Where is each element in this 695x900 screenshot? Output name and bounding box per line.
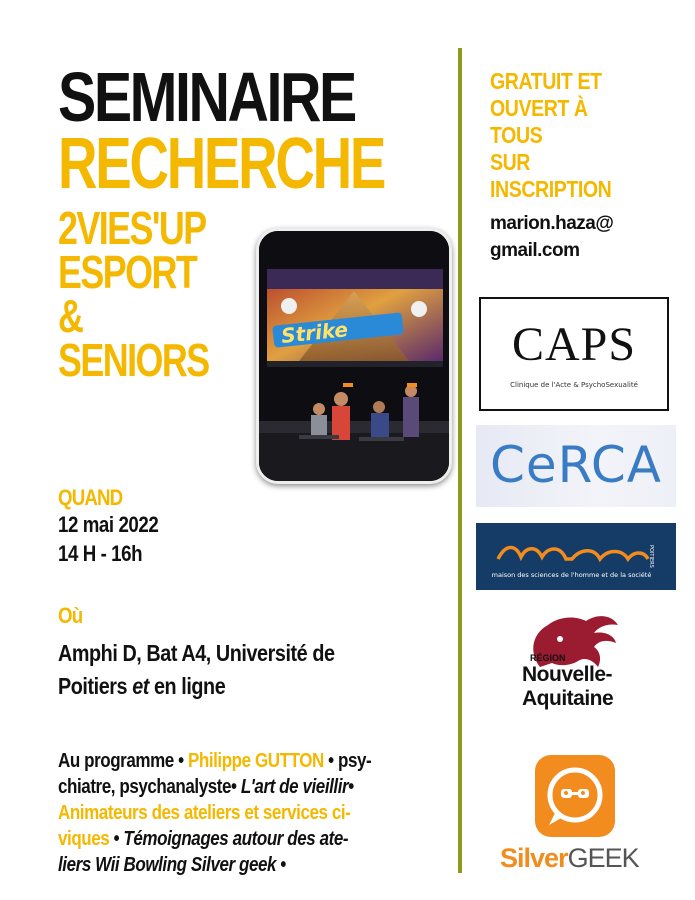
esport-bowling-photo — [259, 231, 449, 481]
event-place — [58, 637, 428, 703]
free-line-1: GRATUIT ET — [490, 68, 602, 94]
programme-civiques: viques — [58, 828, 110, 850]
event-photo — [256, 228, 452, 484]
speaker-name: Philippe GUTTON — [187, 750, 324, 772]
gamepad-face-icon — [535, 755, 615, 837]
caps-logo-tagline: Clinique de l'Acte & PsychoSexualité — [510, 381, 638, 389]
caps-logo — [479, 297, 669, 411]
title-ampersand: & — [58, 290, 83, 342]
bullet-b: • — [109, 828, 124, 850]
free-registration-text — [490, 68, 643, 203]
programme-intro: Au programme • — [58, 750, 188, 772]
speaker-role: chiatre, psychanalyste• — [58, 776, 241, 798]
silvergeek-geek: GEEK — [567, 843, 639, 873]
programme-line-2 — [58, 774, 458, 800]
place-et: et — [132, 673, 149, 699]
strike-screen-text: Strike — [280, 317, 350, 348]
bullet-a: • — [348, 776, 354, 798]
caps-logo-name: CAPS — [511, 318, 637, 371]
title-recherche: RECHERCHE — [58, 124, 385, 204]
title-2viesup: 2VIES'UP — [58, 202, 206, 254]
silvergeek-wordmark — [500, 843, 639, 874]
event-time: 14 H - 16h — [58, 541, 143, 566]
mshs-side-text: POITIERS — [648, 545, 654, 568]
silvergeek-logo — [490, 755, 660, 875]
silvergeek-silver: Silver — [500, 843, 568, 873]
place-online: en ligne — [148, 673, 226, 699]
cerca-logo-name: CeRCA — [489, 436, 663, 494]
region-small-label: RÉGION — [530, 653, 566, 663]
column-divider — [458, 48, 462, 873]
free-line-3: SUR — [490, 149, 531, 175]
testimonials-b: liers Wii Bowling Silver geek — [58, 854, 277, 876]
title-seminaire: SEMINAIRE — [58, 58, 355, 136]
testimonials-a: Témoignages autour des ate- — [123, 828, 349, 850]
mshs-logo — [476, 523, 676, 590]
cerca-logo — [476, 425, 676, 507]
event-date: 12 mai 2022 — [58, 512, 159, 537]
region-line-2: Aquitaine — [522, 687, 614, 710]
region-logo — [500, 605, 650, 730]
mshs-wave-icon — [476, 523, 676, 590]
free-line-4: INSCRIPTION — [490, 176, 612, 202]
talk-title: L'art de vieillir — [240, 776, 349, 798]
silvergeek-app-icon — [535, 755, 615, 837]
place-line-1: Amphi D, Bat A4, Université de — [58, 640, 335, 666]
title-esport: ESPORT — [58, 246, 197, 298]
where-label: Où — [58, 603, 83, 628]
region-line-1: Nouvelle- — [522, 663, 613, 686]
bullet-c: • — [276, 854, 286, 876]
title-seniors: SENIORS — [58, 334, 209, 386]
email-line-1[interactable]: marion.haza@ — [490, 213, 614, 234]
programme-line-3: Animateurs des ateliers et services ci- — [58, 802, 351, 824]
programme-line-5 — [58, 852, 458, 878]
mshs-caption: maison des sciences de l'homme et de la société — [491, 571, 652, 579]
programme-text — [58, 748, 458, 878]
free-line-2: OUVERT À TOUS — [490, 95, 588, 148]
when-label: QUAND — [58, 485, 123, 510]
place-city: Poitiers — [58, 673, 133, 699]
programme-line-1 — [58, 748, 458, 774]
email-line-2[interactable]: gmail.com — [490, 240, 580, 261]
programme-text-a: • psy- — [323, 750, 372, 772]
programme-line-4 — [58, 826, 458, 852]
place-line-2 — [58, 670, 428, 703]
